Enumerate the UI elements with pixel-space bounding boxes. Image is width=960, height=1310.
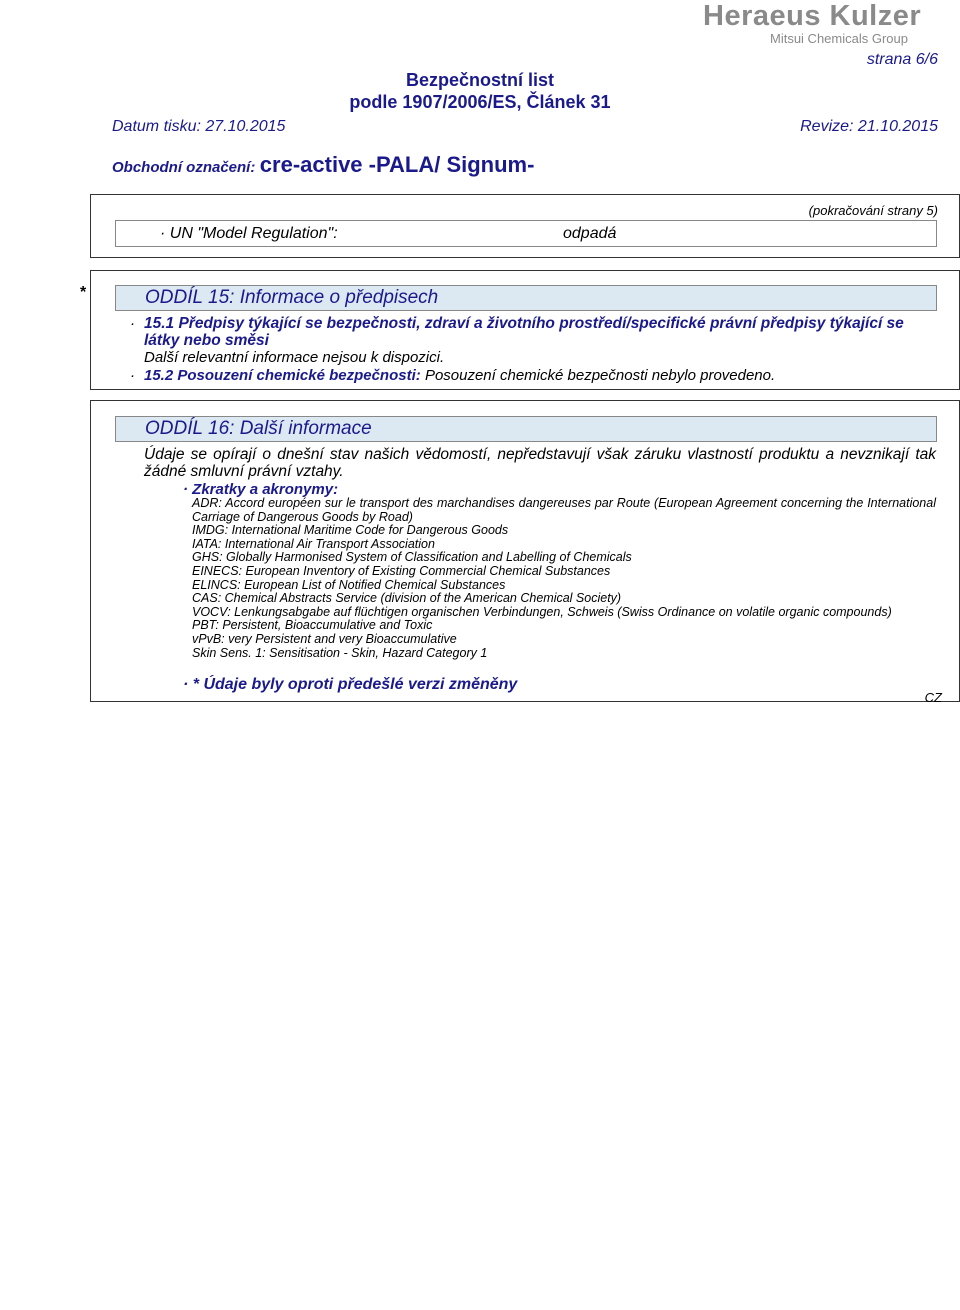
product-name: cre-active -PALA/ Signum-: [259, 152, 535, 177]
abbreviation-item: ADR: Accord européen sur le transport des marchandises dangereuses par Route (European Agreement concerning the International Carriage of Dangerous Goods by Road): [192, 496, 936, 524]
section-15-1-text: Další relevantní informace nejsou k dispozici.: [144, 349, 445, 366]
revision-date: Revize: 21.10.2015: [800, 118, 938, 135]
abbreviations-title: · Zkratky a akronymy:: [183, 481, 339, 498]
changed-note: · * Údaje byly oproti předešlé verzi změněny: [183, 676, 518, 693]
section-15-2-title: 15.2 Posouzení chemické bezpečnosti:: [144, 367, 421, 384]
abbreviation-item: IATA: International Air Transport Association: [192, 536, 435, 551]
section-15-2-text: Posouzení chemické bezpečnosti nebylo provedeno.: [424, 367, 776, 384]
language-code: CZ: [924, 690, 942, 705]
section-15-1-title: 15.1 Předpisy týkající se bezpečnosti, zdraví a životního prostředí/specifické právní předpisy týkající se látky nebo směsi: [144, 315, 904, 349]
section-16-title: ODDÍL 16: Další informace: [145, 418, 372, 439]
print-date: Datum tisku: 27.10.2015: [112, 118, 286, 135]
company-logo: Heraeus Kulzer: [703, 0, 922, 32]
abbreviation-item: PBT: Persistent, Bioaccumulative and Toxic: [192, 618, 433, 633]
changed-marker: *: [80, 284, 87, 301]
abbreviation-item: vPvB: very Persistent and very Bioaccumulative: [192, 631, 457, 646]
abbreviation-item: EINECS: European Inventory of Existing Commercial Chemical Substances: [192, 563, 611, 578]
document-title: Bezpečnostní list: [405, 70, 555, 90]
document-subtitle: podle 1907/2006/ES, Článek 31: [349, 92, 611, 112]
un-regulation-value: odpadá: [563, 225, 617, 242]
section-15-2: [144, 367, 936, 384]
abbreviation-item: GHS: Globally Harmonised System of Classification and Labelling of Chemicals: [192, 550, 632, 565]
continuation-note: (pokračování strany 5): [808, 203, 938, 218]
page-number: strana 6/6: [866, 51, 938, 68]
abbreviation-item: VOCV: Lenkungsabgabe auf flüchtigen organischen Verbindungen, Schweis (Swiss Ordinance on volatile organic compounds): [192, 604, 892, 619]
abbreviation-item: CAS: Chemical Abstracts Service (division of the American Chemical Society): [192, 591, 622, 606]
bullet: ·: [130, 315, 135, 332]
section-16-header: [115, 416, 937, 442]
section-15-header: [115, 285, 937, 311]
abbreviation-item: ELINCS: European List of Notified Chemical Substances: [192, 577, 506, 592]
abbreviation-item: Skin Sens. 1: Sensitisation - Skin, Hazard Category 1: [192, 645, 488, 660]
un-regulation-label: · UN "Model Regulation":: [160, 225, 338, 242]
company-group: Mitsui Chemicals Group: [770, 31, 908, 46]
product-label: Obchodní označení:: [112, 159, 256, 176]
bullet: ·: [130, 367, 135, 384]
abbreviation-item: IMDG: International Maritime Code for Dangerous Goods: [192, 523, 509, 538]
abbreviations-list: [192, 497, 936, 660]
section-16-intro: Údaje se opírají o dnešní stav našich vědomostí, nepředstavují však záruku vlastností produktu a nevznikají tak žádné smluvní právní vztahy.: [144, 446, 936, 480]
un-regulation-row: [115, 220, 937, 247]
section-15-title: ODDÍL 15: Informace o předpisech: [145, 287, 439, 308]
product-designation: [112, 152, 534, 178]
